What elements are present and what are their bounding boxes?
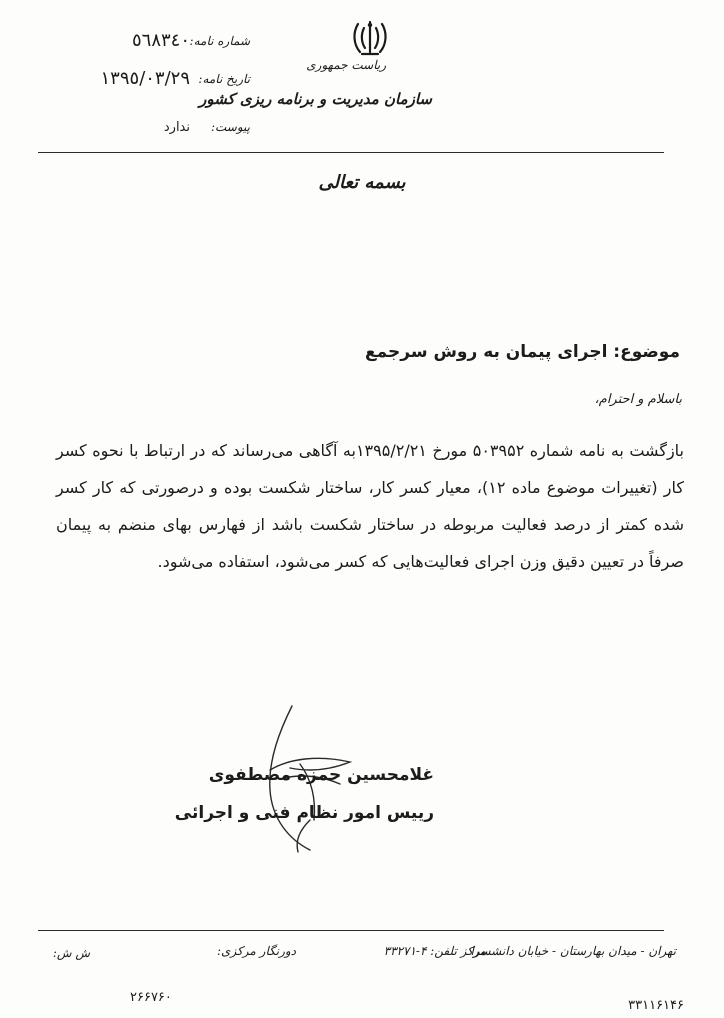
salutation: باسلام و احترام، — [594, 392, 682, 407]
letter-date-label: تاریخ نامه: — [198, 72, 250, 86]
letter-number-value: ٥٦٨٣٤٠ — [131, 30, 190, 51]
footer-address: تهران - میدان بهارستان - خیابان دانشسرا — [470, 944, 676, 958]
letter-number-label: شماره نامه: — [189, 34, 250, 48]
letter-date-value: ١٣٩٥/٠٣/٢٩ — [100, 68, 190, 89]
attachment-label: پیوست: — [210, 120, 250, 134]
stamp-number-right: ۳۳۱۱۶۱۴۶ — [628, 998, 684, 1013]
signer-title: رییس امور نظام فنی و اجرائی — [174, 803, 434, 823]
basmala: بسمه تعالی — [318, 172, 406, 193]
org-line-presidency: ریاست جمهوری — [306, 58, 386, 72]
header-divider — [38, 152, 664, 153]
letter-date-row — [60, 68, 250, 92]
attachment-value: ندارد — [163, 120, 190, 135]
footer-divider — [38, 930, 664, 931]
iran-emblem-icon — [350, 18, 390, 60]
attachment-row — [60, 116, 250, 140]
letter-number-row — [60, 30, 250, 54]
stamp-number-left: ۲۶۶۷۶۰ — [130, 990, 172, 1005]
signer-name: غلامحسین حمزه مصطفوی — [208, 765, 434, 785]
letter-subject: موضوع: اجرای پیمان به روش سرجمع — [364, 342, 680, 362]
footer-phone: مرکز تلفن: ۴-۳۳۲۷۱ — [383, 944, 486, 958]
org-line-organization: سازمان مدیریت و برنامه ریزی کشور — [199, 90, 432, 108]
footer-shsh: ش ش: — [52, 946, 90, 960]
footer-fax: دورنگار مرکزی: — [217, 944, 296, 958]
letter-body: بازگشت به نامه شماره ۵۰۳۹۵۲ مورخ ۱۳۹۵/۲/۲۱به آگاهی می‌رساند که در ارتباط با نحوه کسر کار (تغییرات موضوع ماده ۱۲)، معیار کسر کار، ساختار شکست بوده و درصورتی که کار کسر شده کمتر از درصد فعالیت مربوطه در ساختار شکست باشد از فهارس بهای منضم به پیمان صرفاً در تعیین دقیق وزن اجرای فعالیت‌هایی که کسر می‌شود، استفاده می‌شود. — [56, 441, 684, 571]
